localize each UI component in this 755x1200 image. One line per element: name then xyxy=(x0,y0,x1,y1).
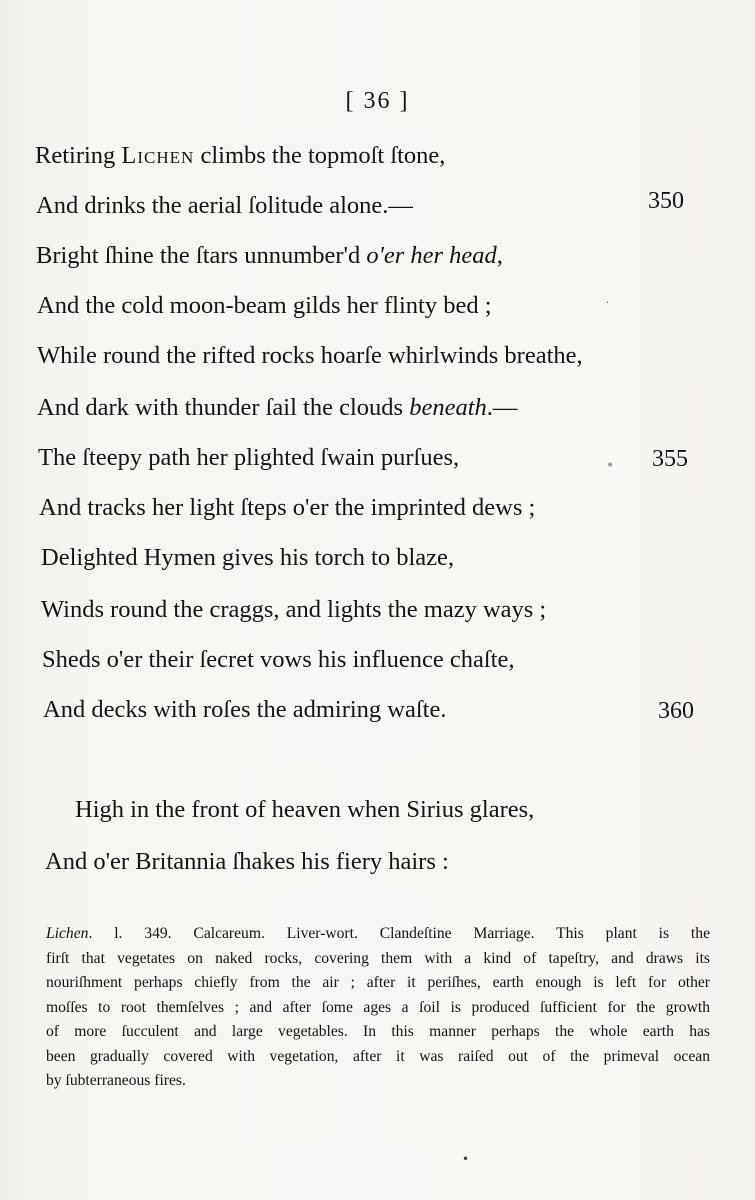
verse-line: And o'er Britannia ſhakes his fiery hairs : xyxy=(45,848,449,875)
line-number: 350 xyxy=(648,188,684,214)
footnote-line: of more ſucculent and large vegetables. In this manner perhaps the whole earth has xyxy=(46,1023,710,1040)
footnote-line: firſt that vegetates on naked rocks, covering them with a kind of tapeſtry, and draws its xyxy=(46,949,710,967)
footnote-line: by ſubterraneous fires. xyxy=(46,1072,186,1089)
verse-line: And the cold moon-beam gilds her flinty bed ; xyxy=(37,292,492,319)
verse-line: Bright ſhine the ſtars unnumber'd o'er her head, xyxy=(36,242,503,269)
verse-line: While round the rifted rocks hoarſe whirlwinds breathe, xyxy=(37,342,583,369)
verse-line: Delighted Hymen gives his torch to blaze, xyxy=(41,544,454,571)
footnote xyxy=(46,922,710,1094)
verse-line: Sheds o'er their ſecret vows his influence chaſte, xyxy=(42,646,515,673)
verse-line: The ſteepy path her plighted ſwain purſues, xyxy=(38,444,460,471)
line-number: 355 xyxy=(652,446,688,472)
ink-speck: • xyxy=(462,1152,470,1166)
page-number: [ 36 ] xyxy=(345,88,410,114)
verse-line: And drinks the aerial ſolitude alone.— xyxy=(36,192,413,219)
ink-speck: · xyxy=(606,298,610,309)
verse-line: And tracks her light ſteps o'er the imprinted dews ; xyxy=(39,494,536,521)
verse-line: Retiring Lichen climbs the topmoſt ſtone, xyxy=(35,142,446,169)
verse-line: And decks with roſes the admiring waſte. xyxy=(43,696,447,723)
verse-line: Winds round the craggs, and lights the mazy ways ; xyxy=(41,596,547,623)
verse-line: High in the front of heaven when Sirius glares, xyxy=(75,796,535,823)
footnote-line: been gradually covered with vegetation, after it was raiſed out of the primeval ocean xyxy=(46,1047,710,1065)
verse-line: And dark with thunder ſail the clouds beneath.— xyxy=(37,394,518,421)
footnote-line: Lichen. l. 349. Calcareum. Liver-wort. Clandeſtine Marriage. This plant is the xyxy=(46,925,710,942)
footnote-line: nouriſhment perhaps chiefly from the air ; after it periſhes, earth enough is left for other xyxy=(46,974,710,991)
ink-speck: • xyxy=(606,458,615,474)
line-number: 360 xyxy=(658,698,694,724)
footnote-line: moſſes to root themſelves ; and after ſome ages a ſoil is produced ſufficient for the growth xyxy=(46,998,710,1016)
